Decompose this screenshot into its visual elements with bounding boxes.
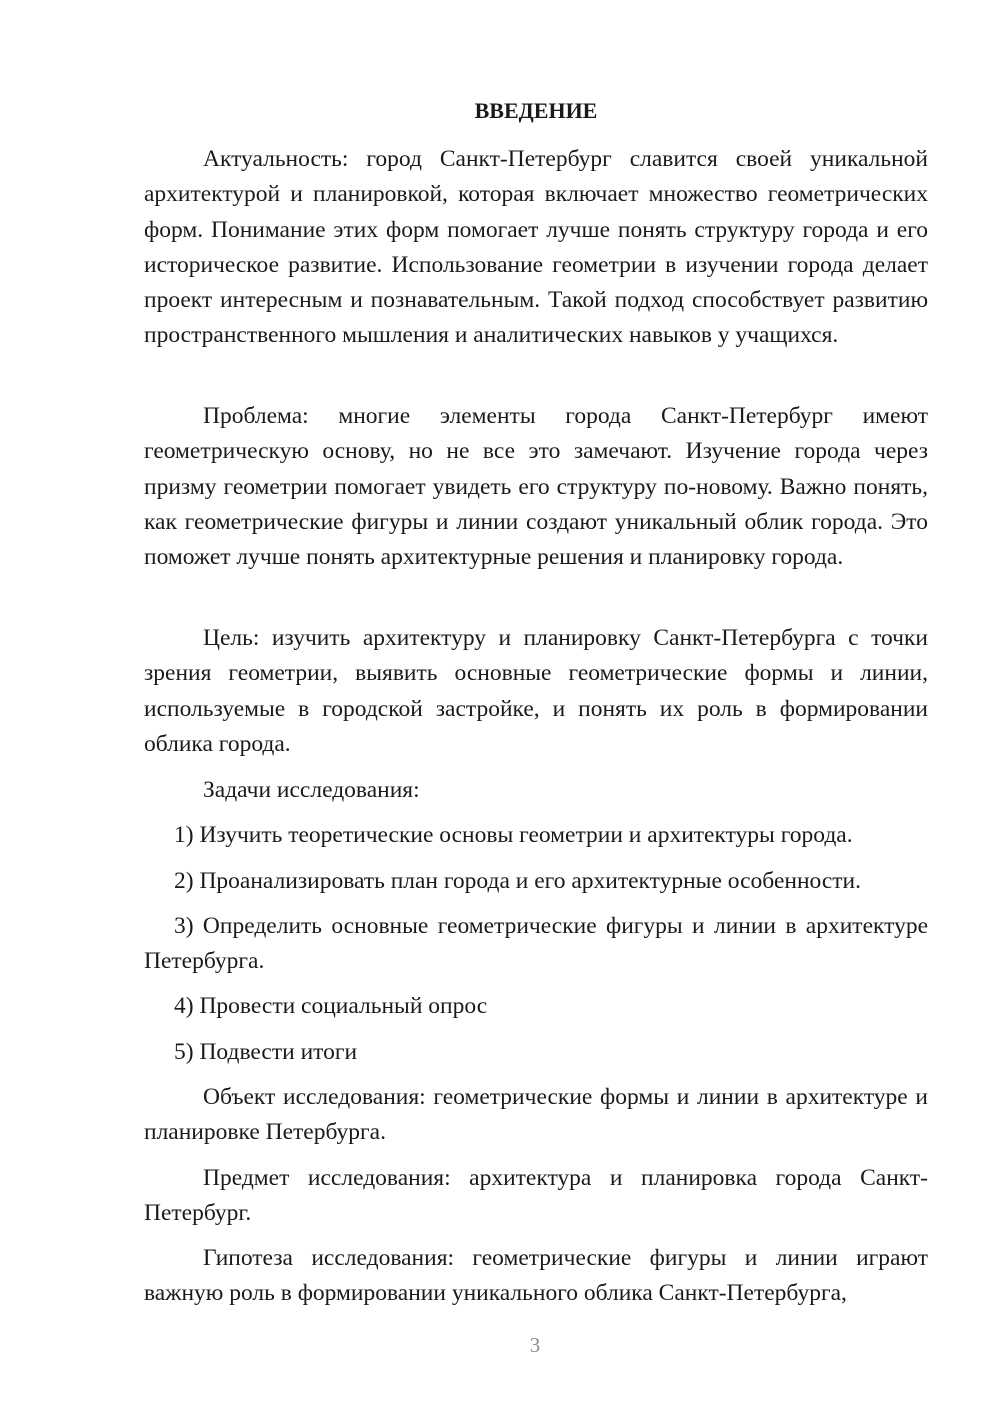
task-item-4: 4) Провести социальный опрос xyxy=(174,993,488,1019)
task-item-1: 1) Изучить теоретические основы геометрии и архитектуры города. xyxy=(174,822,853,848)
paragraph-problem: Проблема: многие элементы города Санкт-Петербург имеют геометрическую основу, но не все это замечают. Изучение города через призму геометрии помогает увидеть его структуру по-новому. Важно понять, как геометрические фигуры и линии создают уникальный облик города. Это поможет лучше понять архитектурные решения и планировку города. xyxy=(144,403,928,571)
paragraph-goal: Цель: изучить архитектуру и планировку Санкт-Петербурга с точки зрения геометрии, выявить основные геометрические формы и линии, используемые в городской застройке, и понять их роль в формировании облика города. xyxy=(144,625,928,757)
paragraph-object: Объект исследования: геометрические формы и линии в архитектуре и планировке Петербурга. xyxy=(144,1084,928,1146)
paragraph-subject: Предмет исследования: архитектура и планировка города Санкт-Петербург. xyxy=(144,1165,928,1227)
paragraph-hypothesis: Гипотеза исследования: геометрические фигуры и линии играют важную роль в формировании уникального облика Санкт-Петербурга, xyxy=(144,1245,928,1307)
page-number: 3 xyxy=(529,1333,541,1357)
tasks-title: Задачи исследования: xyxy=(203,777,420,803)
task-item-3: 3) Определить основные геометрические фигуры и линии в архитектуре Петербурга. xyxy=(144,913,928,975)
section-heading: ВВЕДЕНИЕ xyxy=(474,98,598,123)
task-item-2: 2) Проанализировать план города и его архитектурные особенности. xyxy=(174,868,862,894)
paragraph-relevance: Актуальность: город Санкт-Петербург славится своей уникальной архитектурой и планировкой, которая включает множество геометрических форм. Понимание этих форм помогает лучше понять структуру города и его историческое развитие. Использование геометрии в изучении города делает проект интересным и познавательным. Такой подход способствует развитию пространственного мышления и аналитических навыков у учащихся. xyxy=(144,146,928,349)
task-item-5: 5) Подвести итоги xyxy=(174,1039,358,1065)
